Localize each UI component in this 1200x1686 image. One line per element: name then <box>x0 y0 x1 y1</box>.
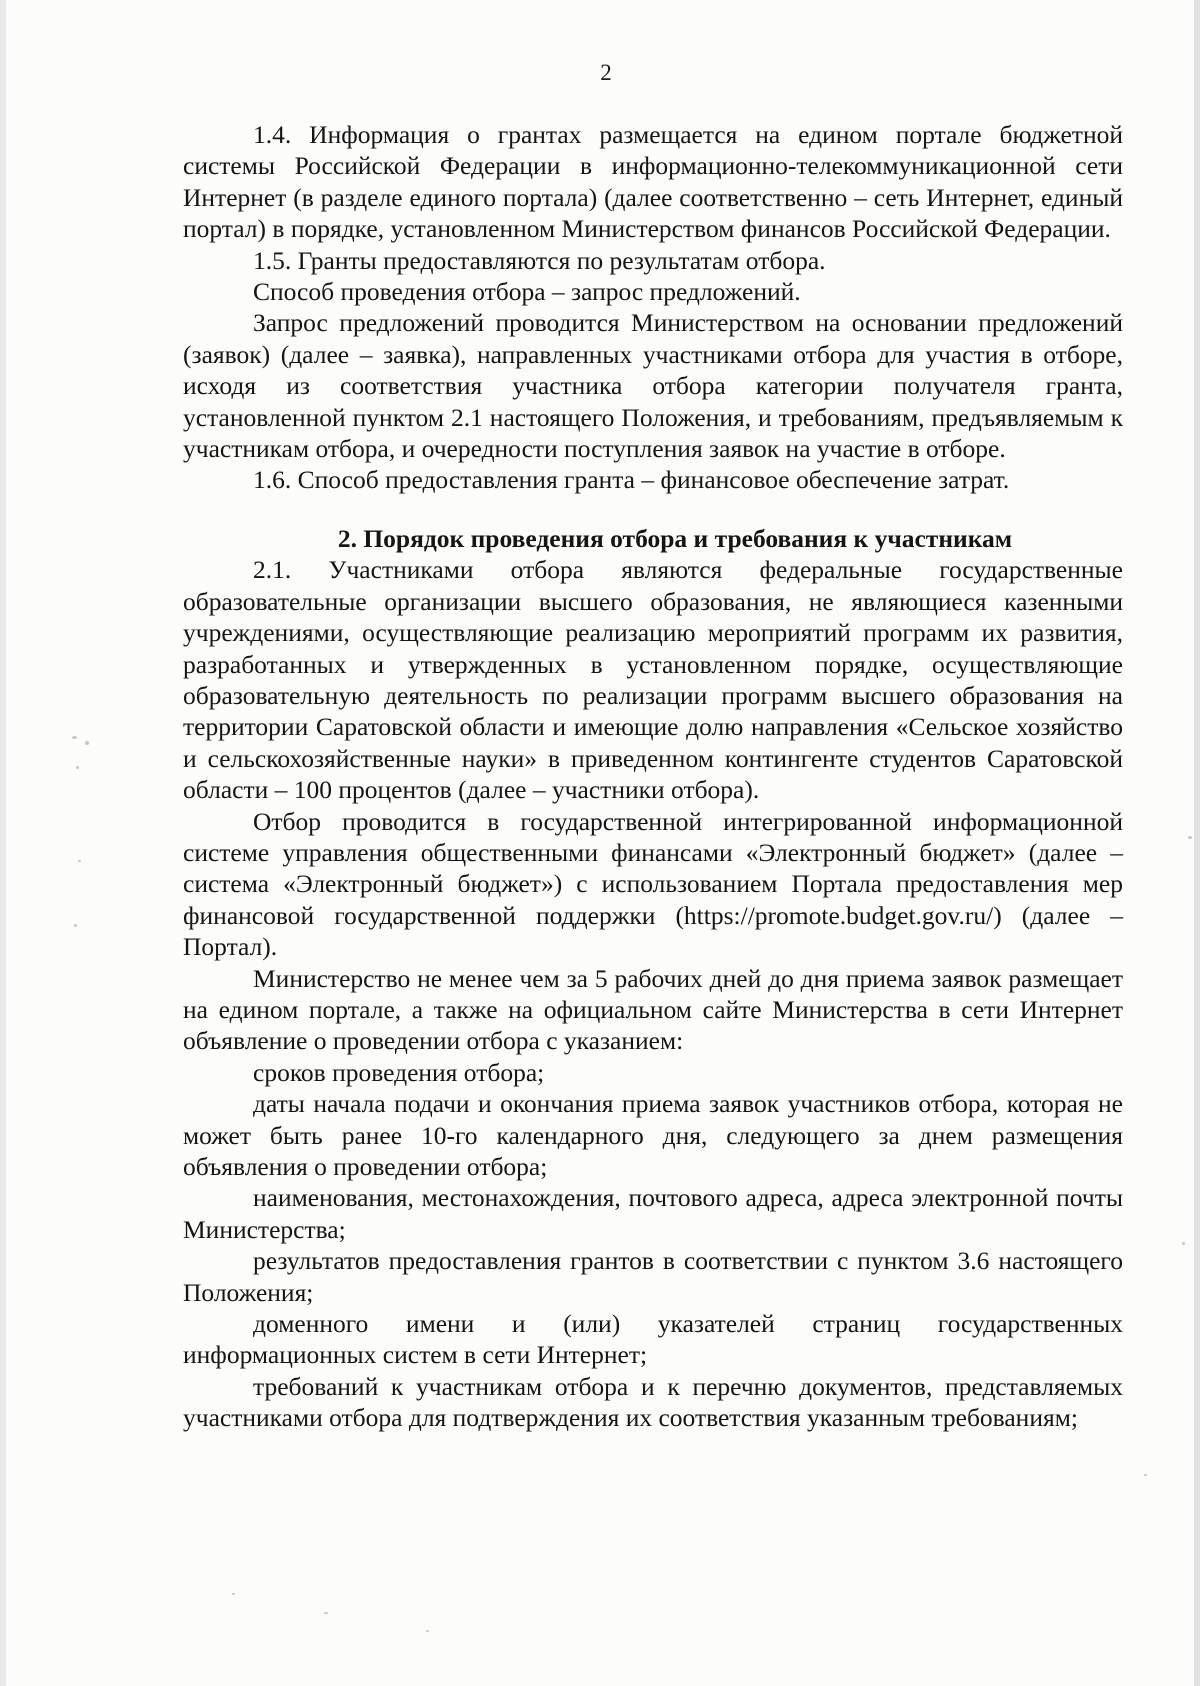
scan-speck <box>85 741 89 745</box>
scan-speck <box>1188 836 1192 839</box>
paragraph-1-6: 1.6. Способ предоставления гранта – финансовое обеспечение затрат. <box>253 465 1010 495</box>
list-item-ministry-contacts: наименования, местонахождения, почтового адреса, адреса электронной почты Министерства; <box>183 1183 1123 1244</box>
scan-speck <box>74 924 77 927</box>
scan-speck <box>72 736 77 739</box>
list-item-domain-names: доменного имени и (или) указателей страниц государственных информационных систем в сети Интернет; <box>183 1309 1123 1370</box>
scan-speck <box>1144 1474 1147 1476</box>
paragraph-2-1: 2.1. Участниками отбора являются федеральные государственные образовательные организации высшего образования, не являющиеся казенными учреждениями, осуществляющие реализацию мероприятий программ их развития, разработанных и утвержденных в установленном порядке, осуществляющие образовательную деятельность по реализации программ высшего образования на территории Саратовской области и имеющие долю направления «Сельское хозяйство и сельскохозяйственные науки» в приведенном контингенте студентов Саратовской области – 100 процентов (далее – участники отбора). <box>183 555 1123 805</box>
paragraph-electronic-budget: Отбор проводится в государственной интегрированной информационной системе управления общественными финансами «Электронный бюджет» (далее – система «Электронный бюджет») с использованием Портала предоставления мер финансовой государственной поддержки (https://promote.budget.gov.ru/) (далее – Портал). <box>183 806 1123 962</box>
scan-speck <box>1182 1242 1185 1245</box>
section-heading: 2. Порядок проведения отбора и требования к участникам <box>337 523 1013 553</box>
document-body <box>183 119 1123 1434</box>
paragraph-1-4: 1.4. Информация о грантах размещается на едином портале бюджетной системы Российской Федерации в информационно-телекоммуникационной сети Интернет (в разделе единого портала) (далее соответственно – сеть Интернет, единый портал) в порядке, установленном Министерством финансов Российской Федерации. <box>183 120 1123 244</box>
list-item-grant-results: результатов предоставления грантов в соответствии с пунктом 3.6 настоящего Положения; <box>183 1246 1123 1307</box>
list-item-submission-dates: даты начала подачи и окончания приема заявок участников отбора, которая не может быть ранее 10-го календарного дня, следующего за днем размещения объявления о проведении отбора; <box>183 1089 1123 1181</box>
paragraph-request-proposals: Запрос предложений проводится Министерством на основании предложений (заявок) (далее – заявка), направленных участниками отбора для участия в отборе, исходя из соответствия участника отбора категории получателя гранта, установленной пунктом 2.1 настоящего Положения, и требованиям, предъявляемым к участникам отбора, и очередности поступления заявок на участие в отборе. <box>183 308 1123 464</box>
scan-speck <box>76 766 79 769</box>
scan-speck <box>324 1612 328 1614</box>
list-item-deadlines: сроков проведения отбора; <box>253 1057 545 1087</box>
paragraph-selection-method: Способ проведения отбора – запрос предложений. <box>253 277 801 307</box>
scan-speck <box>426 1630 429 1632</box>
list-item-participant-requirements: требований к участникам отбора и к перечню документов, представляемых участниками отбора для подтверждения их соответствия указанным требованиям; <box>183 1371 1123 1433</box>
page-number: 2 <box>600 60 612 85</box>
scan-speck <box>78 860 81 862</box>
paragraph-1-5: 1.5. Гранты предоставляются по результатам отбора. <box>253 245 826 275</box>
scan-speck <box>232 1593 235 1595</box>
paragraph-announcement: Министерство не менее чем за 5 рабочих дней до дня приема заявок размещает на едином портале, а также на официальном сайте Министерства в сети Интернет объявление о проведении отбора с указанием: <box>183 963 1123 1056</box>
